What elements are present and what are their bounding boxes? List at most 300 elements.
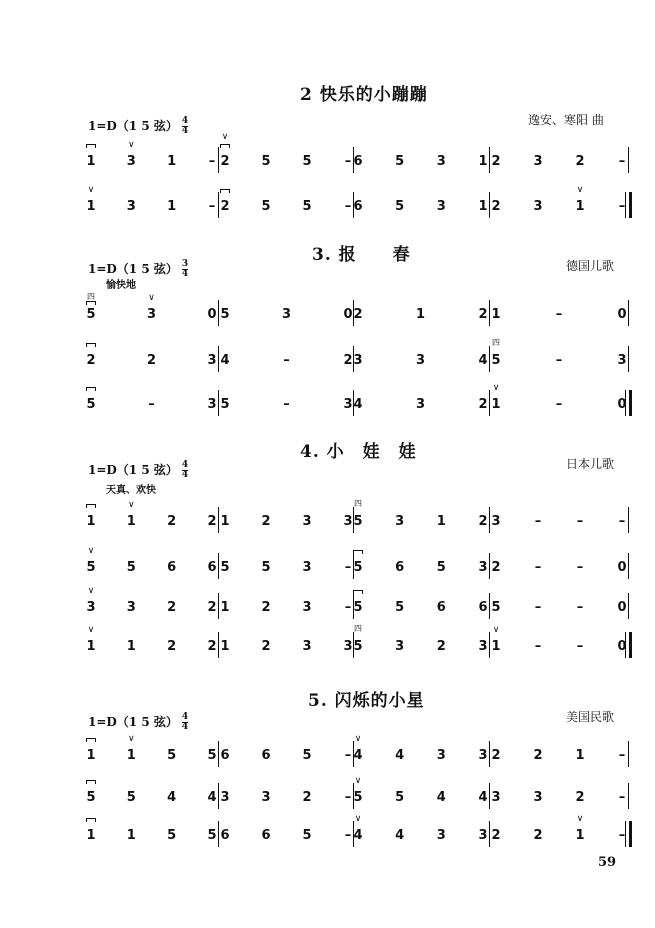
up-bow-mark: ∨	[128, 140, 135, 150]
note: 2	[491, 828, 501, 843]
note: –	[555, 397, 563, 412]
time-signature	[182, 117, 188, 136]
note: 5	[207, 748, 217, 763]
note: 5	[353, 790, 363, 805]
note: 5	[220, 307, 230, 322]
barline	[628, 553, 629, 579]
note: –	[344, 828, 352, 843]
note: 2	[261, 514, 271, 529]
note: 3	[261, 790, 271, 805]
note: 5	[261, 560, 271, 575]
up-bow-mark: ∨	[128, 734, 135, 744]
note: 2	[261, 639, 271, 654]
note: 5	[302, 748, 312, 763]
note: 3	[302, 600, 312, 615]
note: 1	[126, 514, 136, 529]
barline	[218, 507, 219, 533]
note: 2	[207, 514, 217, 529]
note: –	[344, 154, 352, 169]
down-bow-mark	[84, 340, 98, 346]
down-bow-mark	[84, 777, 98, 783]
note: –	[534, 600, 542, 615]
note: –	[618, 790, 626, 805]
note: 2	[207, 639, 217, 654]
note: 0	[617, 639, 627, 654]
note: 3	[415, 353, 426, 368]
barline	[489, 593, 490, 619]
final-barline	[625, 192, 626, 218]
note: 5	[86, 560, 96, 575]
note: –	[576, 514, 584, 529]
note: 1	[478, 154, 488, 169]
note: –	[555, 353, 563, 368]
note: 2	[220, 154, 230, 169]
note: 5	[491, 353, 501, 368]
note: 5	[302, 154, 312, 169]
score-row	[0, 184, 655, 224]
barline	[489, 553, 490, 579]
note: 4	[207, 790, 217, 805]
note: 3	[436, 154, 446, 169]
note: 3	[478, 828, 488, 843]
note: –	[534, 639, 542, 654]
note: 3	[436, 828, 446, 843]
time-top: 4	[181, 116, 189, 126]
note: –	[344, 199, 352, 214]
barline	[353, 783, 354, 809]
tempo-marking: 愉快地	[106, 280, 136, 291]
note: –	[344, 600, 352, 615]
barline	[218, 300, 219, 326]
barline	[353, 593, 354, 619]
barline	[489, 192, 490, 218]
note: –	[344, 790, 352, 805]
note: 5	[395, 199, 405, 214]
note: 4	[436, 790, 446, 805]
up-bow-mark: ∨	[576, 185, 584, 195]
up-bow-mark: ∨	[87, 546, 95, 556]
barline	[489, 147, 490, 173]
down-bow-mark	[84, 815, 98, 821]
note: 6	[261, 828, 271, 843]
key-signature	[88, 260, 188, 279]
note: 2	[343, 353, 353, 368]
note: 3	[207, 397, 217, 412]
up-bow-mark: ∨	[492, 625, 500, 635]
up-bow-mark: ∨	[492, 383, 500, 393]
note: 3	[395, 514, 405, 529]
key-text: 1=D（1 5 弦）	[88, 463, 178, 477]
barline	[489, 783, 490, 809]
up-bow-mark: ∨	[354, 776, 362, 786]
note: 3	[353, 353, 363, 368]
time-top: 3	[181, 259, 189, 269]
string-mark: 四	[354, 624, 362, 633]
key-text: 1=D（1 5 弦）	[88, 262, 178, 276]
note: 3	[302, 514, 312, 529]
note: 5	[261, 154, 271, 169]
note: 6	[207, 560, 217, 575]
key-signature	[88, 461, 188, 480]
note: 3	[478, 748, 488, 763]
note: –	[576, 600, 584, 615]
note: 1	[86, 828, 96, 843]
song-composer: 德国儿歌	[566, 259, 615, 273]
note: 1	[491, 639, 501, 654]
note: 2	[167, 514, 177, 529]
note: 6	[436, 600, 446, 615]
up-bow-mark: ∨	[128, 500, 135, 510]
note: 1	[575, 828, 585, 843]
note: 1	[220, 600, 230, 615]
score-row	[0, 499, 655, 539]
note: 0	[207, 307, 217, 322]
note: 4	[353, 828, 363, 843]
note: 1	[415, 307, 426, 322]
note: 1	[220, 639, 230, 654]
note: 0	[617, 307, 627, 322]
note: 2	[478, 397, 488, 412]
note: 5	[167, 828, 177, 843]
note: 2	[575, 790, 585, 805]
note: 3	[343, 514, 353, 529]
note: 4	[478, 790, 488, 805]
barline	[353, 507, 354, 533]
note: 2	[302, 790, 312, 805]
note: –	[148, 397, 155, 412]
barline	[218, 192, 219, 218]
note: –	[618, 154, 626, 169]
note: 3	[86, 600, 96, 615]
note: 1	[478, 199, 488, 214]
tempo-marking: 天真、欢快	[106, 485, 156, 496]
final-barline	[625, 390, 626, 416]
note: 5	[302, 199, 312, 214]
up-bow-mark: ∨	[221, 132, 229, 142]
barline	[218, 390, 219, 416]
note: 3	[533, 199, 543, 214]
note: –	[534, 560, 542, 575]
time-signature	[182, 713, 188, 732]
note: –	[618, 199, 626, 214]
note: –	[576, 560, 584, 575]
note: 3	[343, 397, 353, 412]
note: 4	[220, 353, 230, 368]
note: 5	[395, 790, 405, 805]
note: 1	[126, 828, 136, 843]
note: 5	[220, 560, 230, 575]
note: 3	[478, 639, 488, 654]
note: –	[555, 307, 563, 322]
string-mark: 四	[354, 499, 362, 508]
barline	[353, 300, 354, 326]
key-signature	[88, 117, 188, 136]
note: 1	[86, 514, 96, 529]
note: –	[283, 353, 290, 368]
page-number: 59	[598, 855, 617, 870]
string-mark: 四	[492, 338, 500, 347]
note: –	[534, 514, 542, 529]
note: –	[618, 514, 626, 529]
score-row	[0, 624, 655, 664]
barline	[218, 632, 219, 658]
note: 5	[207, 828, 217, 843]
score-row	[0, 382, 655, 422]
note: 1	[436, 514, 446, 529]
score-row	[0, 132, 655, 179]
song-title: 5. 闪烁的小星	[308, 691, 425, 711]
barline	[628, 593, 629, 619]
note: –	[344, 560, 352, 575]
key-text: 1=D（1 5 弦）	[88, 715, 178, 729]
barline	[489, 390, 490, 416]
up-bow-mark: ∨	[576, 814, 584, 824]
note: 5	[436, 560, 446, 575]
note: 3	[533, 790, 543, 805]
note: 3	[491, 790, 501, 805]
time-top: 4	[181, 460, 189, 470]
note: –	[618, 748, 626, 763]
note: 3	[146, 307, 157, 322]
note: 2	[491, 199, 501, 214]
song-title: 3. 报 春	[312, 245, 411, 265]
note: 5	[261, 199, 271, 214]
up-bow-mark: ∨	[87, 185, 95, 195]
up-bow-mark: ∨	[354, 734, 362, 744]
note: 5	[353, 560, 363, 575]
note: 2	[146, 353, 157, 368]
barline	[353, 553, 354, 579]
song-composer: 逸安、寒阳 曲	[528, 113, 604, 127]
note: 4	[395, 828, 405, 843]
note: 6	[220, 828, 230, 843]
note: 5	[395, 154, 405, 169]
note: 4	[353, 748, 363, 763]
barline	[218, 741, 219, 767]
barline	[628, 346, 629, 372]
song-composer: 日本儿歌	[566, 457, 615, 471]
note: 6	[261, 748, 271, 763]
note: 3	[302, 560, 312, 575]
note: 3	[302, 639, 312, 654]
note: 3	[220, 790, 230, 805]
note: 3	[395, 639, 405, 654]
barline	[628, 147, 629, 173]
note: 2	[167, 600, 177, 615]
note: 3	[343, 639, 353, 654]
note: 2	[436, 639, 446, 654]
note: 2	[86, 353, 96, 368]
note: 0	[343, 307, 353, 322]
score-row	[0, 813, 655, 853]
down-bow-mark	[218, 141, 232, 147]
down-bow-mark	[218, 186, 232, 192]
time-bottom: 4	[181, 269, 189, 279]
note: 5	[353, 639, 363, 654]
note: 4	[478, 353, 488, 368]
score-row	[0, 338, 655, 378]
song-title: 2 快乐的小蹦蹦	[300, 85, 428, 105]
note: 3	[207, 353, 217, 368]
up-bow-mark: ∨	[87, 586, 95, 596]
note: 5	[353, 600, 363, 615]
barline	[628, 783, 629, 809]
note: 6	[353, 154, 363, 169]
barline	[353, 346, 354, 372]
note: 1	[491, 307, 501, 322]
barline	[353, 390, 354, 416]
final-barline	[625, 821, 626, 847]
note: –	[208, 154, 216, 169]
note: 6	[167, 560, 177, 575]
note: 4	[353, 397, 363, 412]
time-bottom: 4	[181, 126, 189, 136]
barline	[628, 300, 629, 326]
down-bow-mark	[84, 141, 98, 147]
note: 1	[167, 199, 177, 214]
note: –	[283, 397, 290, 412]
down-bow-mark	[84, 501, 98, 507]
barline	[353, 741, 354, 767]
final-barline	[625, 632, 626, 658]
barline	[353, 147, 354, 173]
note: 1	[86, 639, 96, 654]
time-top: 4	[181, 712, 189, 722]
note: 1	[491, 397, 501, 412]
note: 3	[281, 307, 292, 322]
note: 1	[86, 748, 96, 763]
barline	[628, 741, 629, 767]
note: 3	[617, 353, 627, 368]
note: 5	[86, 790, 96, 805]
song-composer: 美国民歌	[566, 710, 615, 724]
barline	[218, 593, 219, 619]
note: 1	[86, 154, 96, 169]
note: 1	[575, 199, 585, 214]
note: 3	[436, 748, 446, 763]
note: 5	[126, 790, 136, 805]
time-bottom: 4	[181, 722, 189, 732]
note: 2	[220, 199, 230, 214]
note: 5	[167, 748, 177, 763]
time-signature	[182, 260, 188, 279]
note: 2	[478, 307, 488, 322]
note: –	[208, 199, 216, 214]
score-row	[0, 733, 655, 773]
note: 3	[491, 514, 501, 529]
note: 6	[395, 560, 405, 575]
note: 2	[533, 748, 543, 763]
note: 2	[167, 639, 177, 654]
note: 5	[86, 397, 96, 412]
note: 3	[126, 600, 136, 615]
note: 2	[353, 307, 363, 322]
barline	[218, 147, 219, 173]
note: 0	[617, 397, 627, 412]
note: 5	[491, 600, 501, 615]
note: 2	[207, 600, 217, 615]
score-row	[0, 545, 655, 585]
song-title: 4. 小 娃 娃	[300, 442, 417, 462]
note: 5	[302, 828, 312, 843]
note: 0	[617, 560, 627, 575]
note: 5	[353, 514, 363, 529]
note: 2	[491, 154, 501, 169]
note: 6	[353, 199, 363, 214]
time-signature	[182, 461, 188, 480]
note: 4	[167, 790, 177, 805]
note: 1	[126, 748, 136, 763]
note: 6	[478, 600, 488, 615]
note: 1	[86, 199, 96, 214]
note: 2	[261, 600, 271, 615]
down-bow-mark	[84, 384, 98, 390]
note: 2	[491, 560, 501, 575]
barline	[353, 821, 354, 847]
down-bow-mark	[84, 735, 98, 741]
barline	[218, 553, 219, 579]
key-signature	[88, 713, 188, 732]
note: 5	[220, 397, 230, 412]
barline	[489, 821, 490, 847]
note: 1	[167, 154, 177, 169]
note: 3	[478, 560, 488, 575]
note: –	[576, 639, 584, 654]
barline	[489, 507, 490, 533]
note: 3	[533, 154, 543, 169]
note: 3	[415, 397, 426, 412]
barline	[628, 507, 629, 533]
score-row	[0, 292, 655, 332]
barline	[218, 821, 219, 847]
note: 2	[575, 154, 585, 169]
note: 6	[220, 748, 230, 763]
up-bow-mark: ∨	[87, 625, 95, 635]
barline	[218, 346, 219, 372]
up-bow-mark: ∨	[354, 814, 362, 824]
note: 5	[126, 560, 136, 575]
barline	[353, 632, 354, 658]
barline	[353, 192, 354, 218]
note: 2	[478, 514, 488, 529]
time-bottom: 4	[181, 470, 189, 480]
barline	[489, 300, 490, 326]
note: 1	[575, 748, 585, 763]
note: 3	[126, 154, 136, 169]
note: 5	[395, 600, 405, 615]
score-row	[0, 585, 655, 625]
barline	[489, 632, 490, 658]
score-row	[0, 775, 655, 815]
note: 1	[220, 514, 230, 529]
string-mark: 四	[87, 292, 95, 301]
barline	[218, 783, 219, 809]
note: 2	[533, 828, 543, 843]
up-bow-mark: ∨	[148, 293, 155, 303]
note: 5	[86, 307, 96, 322]
note: 1	[126, 639, 136, 654]
note: –	[344, 748, 352, 763]
note: 3	[436, 199, 446, 214]
barline	[489, 346, 490, 372]
note: 2	[491, 748, 501, 763]
note: 4	[395, 748, 405, 763]
key-text: 1=D（1 5 弦）	[88, 119, 178, 133]
note: 0	[617, 600, 627, 615]
note: 3	[126, 199, 136, 214]
barline	[489, 741, 490, 767]
note: –	[618, 828, 626, 843]
